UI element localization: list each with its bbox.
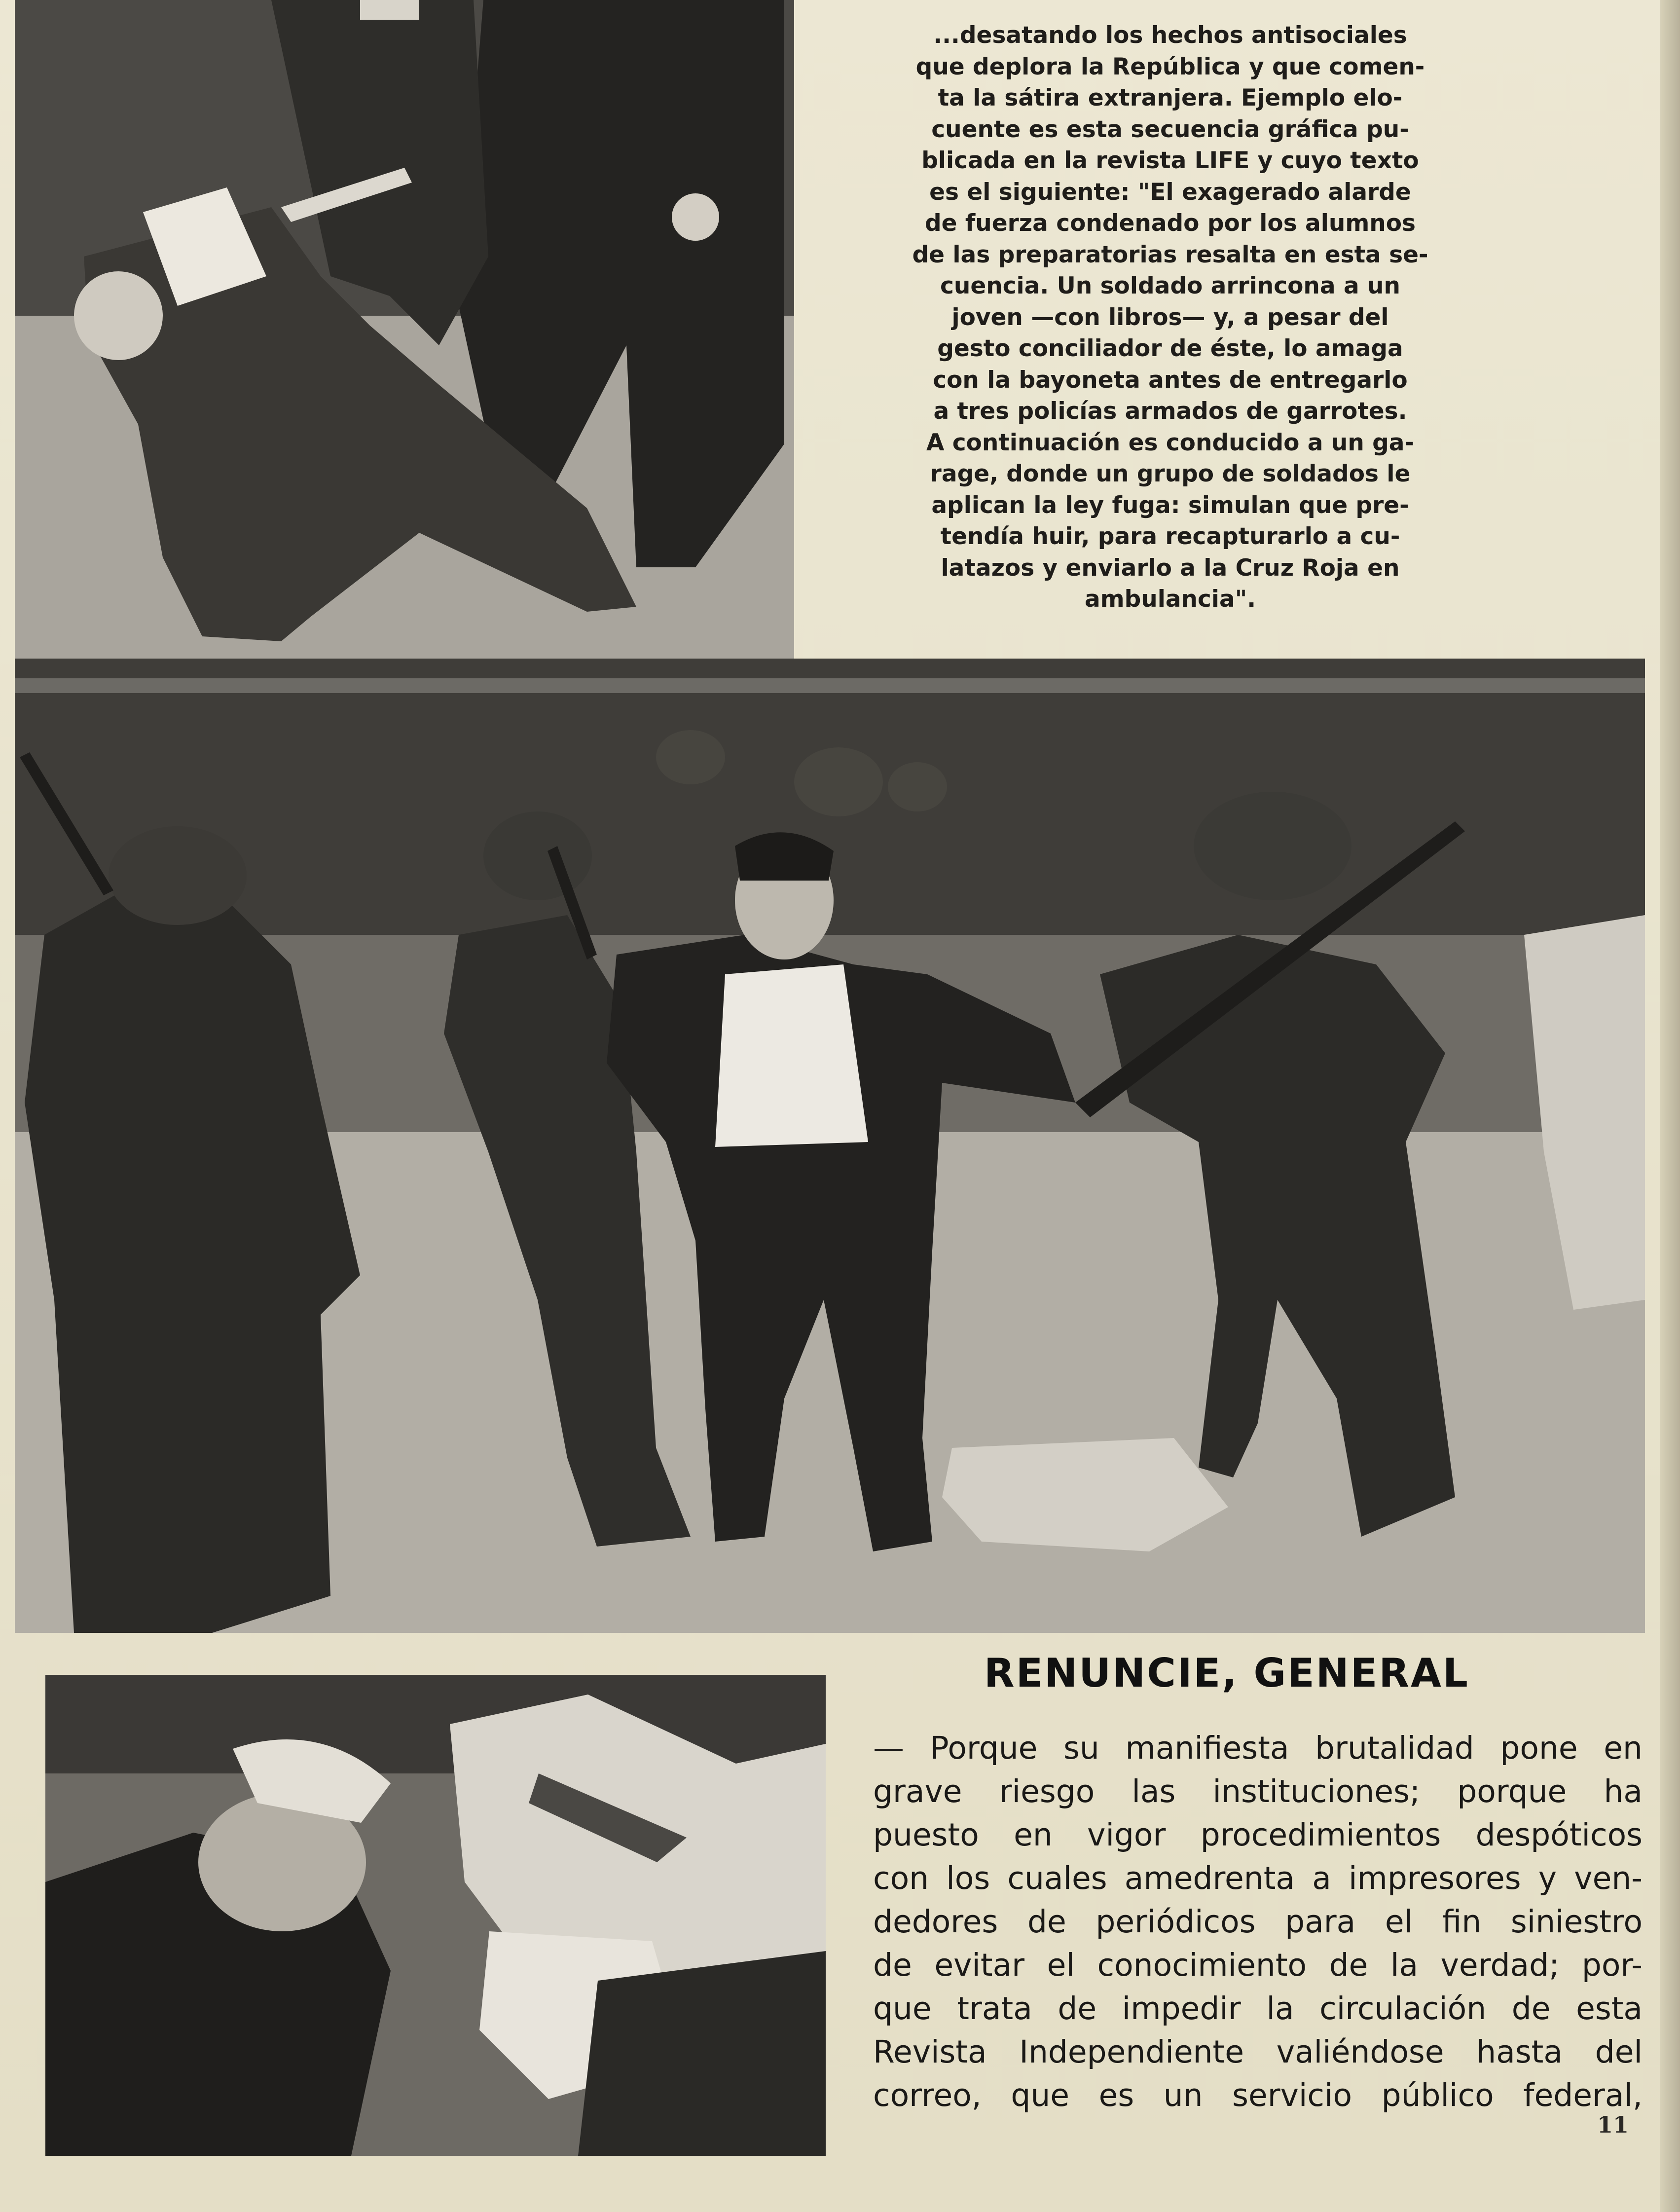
caption-line: gesto conciliador de éste, lo amaga [937, 335, 1403, 362]
photo-injured-person [45, 1675, 826, 2156]
caption-line: de fuerza condenado por los alumnos [924, 210, 1416, 237]
article-line: dedores de periódicos para el fin siniestro [873, 1904, 1643, 1940]
article-line: grave riesgo las instituciones; porque ha [873, 1773, 1643, 1809]
caption-line: A continuación es conducido a un ga- [926, 429, 1415, 456]
photo-police-arrest [15, 0, 794, 659]
caption-line: a tres policías armados de garrotes. [933, 398, 1407, 425]
article-headline: RENUNCIE, GENERAL [984, 1650, 1469, 1696]
article-line: con los cuales amedrenta a impresores y ven- [873, 1860, 1643, 1896]
caption-line: es el siguiente: "El exagerado alarde [929, 178, 1411, 206]
photo-caption [885, 20, 1455, 615]
article-line: — Porque su manifiesta brutalidad pone en [873, 1730, 1643, 1766]
caption-line: aplican la ley fuga: simulan que pre- [931, 491, 1409, 519]
page-edge-shadow [1660, 0, 1680, 2212]
caption-line: blicada en la revista LIFE y cuyo texto [921, 147, 1419, 174]
caption-line: tendía huir, para recapturarlo a cu- [940, 523, 1400, 550]
photo-soldiers-escort [15, 659, 1645, 1633]
caption-line: cuente es esta secuencia gráfica pu- [931, 115, 1409, 143]
caption-line: latazos y enviarlo a la Cruz Roja en [941, 554, 1400, 582]
article-line: Revista Independiente valiéndose hasta del [873, 2034, 1643, 2070]
caption-line: joven —con libros— y, a pesar del [951, 303, 1389, 331]
caption-line: ambulancia". [1084, 586, 1256, 613]
article-line: correo, que es un servicio público federal, [873, 2077, 1643, 2113]
caption-line: con la bayoneta antes de entregarlo [933, 366, 1408, 394]
caption-line: que deplora la República y que comen- [915, 53, 1425, 80]
caption-line: rage, donde un grupo de soldados le [930, 460, 1411, 487]
article-line: puesto en vigor procedimientos despóticos [873, 1817, 1643, 1853]
caption-line: ...desatando los hechos antisociales [933, 22, 1407, 49]
caption-line: de las preparatorias resalta en esta se- [912, 241, 1428, 268]
caption-line: ta la sátira extranjera. Ejemplo elo- [938, 84, 1403, 111]
article-line: de evitar el conocimiento de la verdad; por- [873, 1947, 1643, 1983]
article-line: que trata de impedir la circulación de esta [873, 1991, 1643, 2027]
article-body [873, 1727, 1643, 2117]
caption-line: cuencia. Un soldado arrincona a un [940, 272, 1400, 299]
page-number: 11 [1597, 2111, 1629, 2138]
